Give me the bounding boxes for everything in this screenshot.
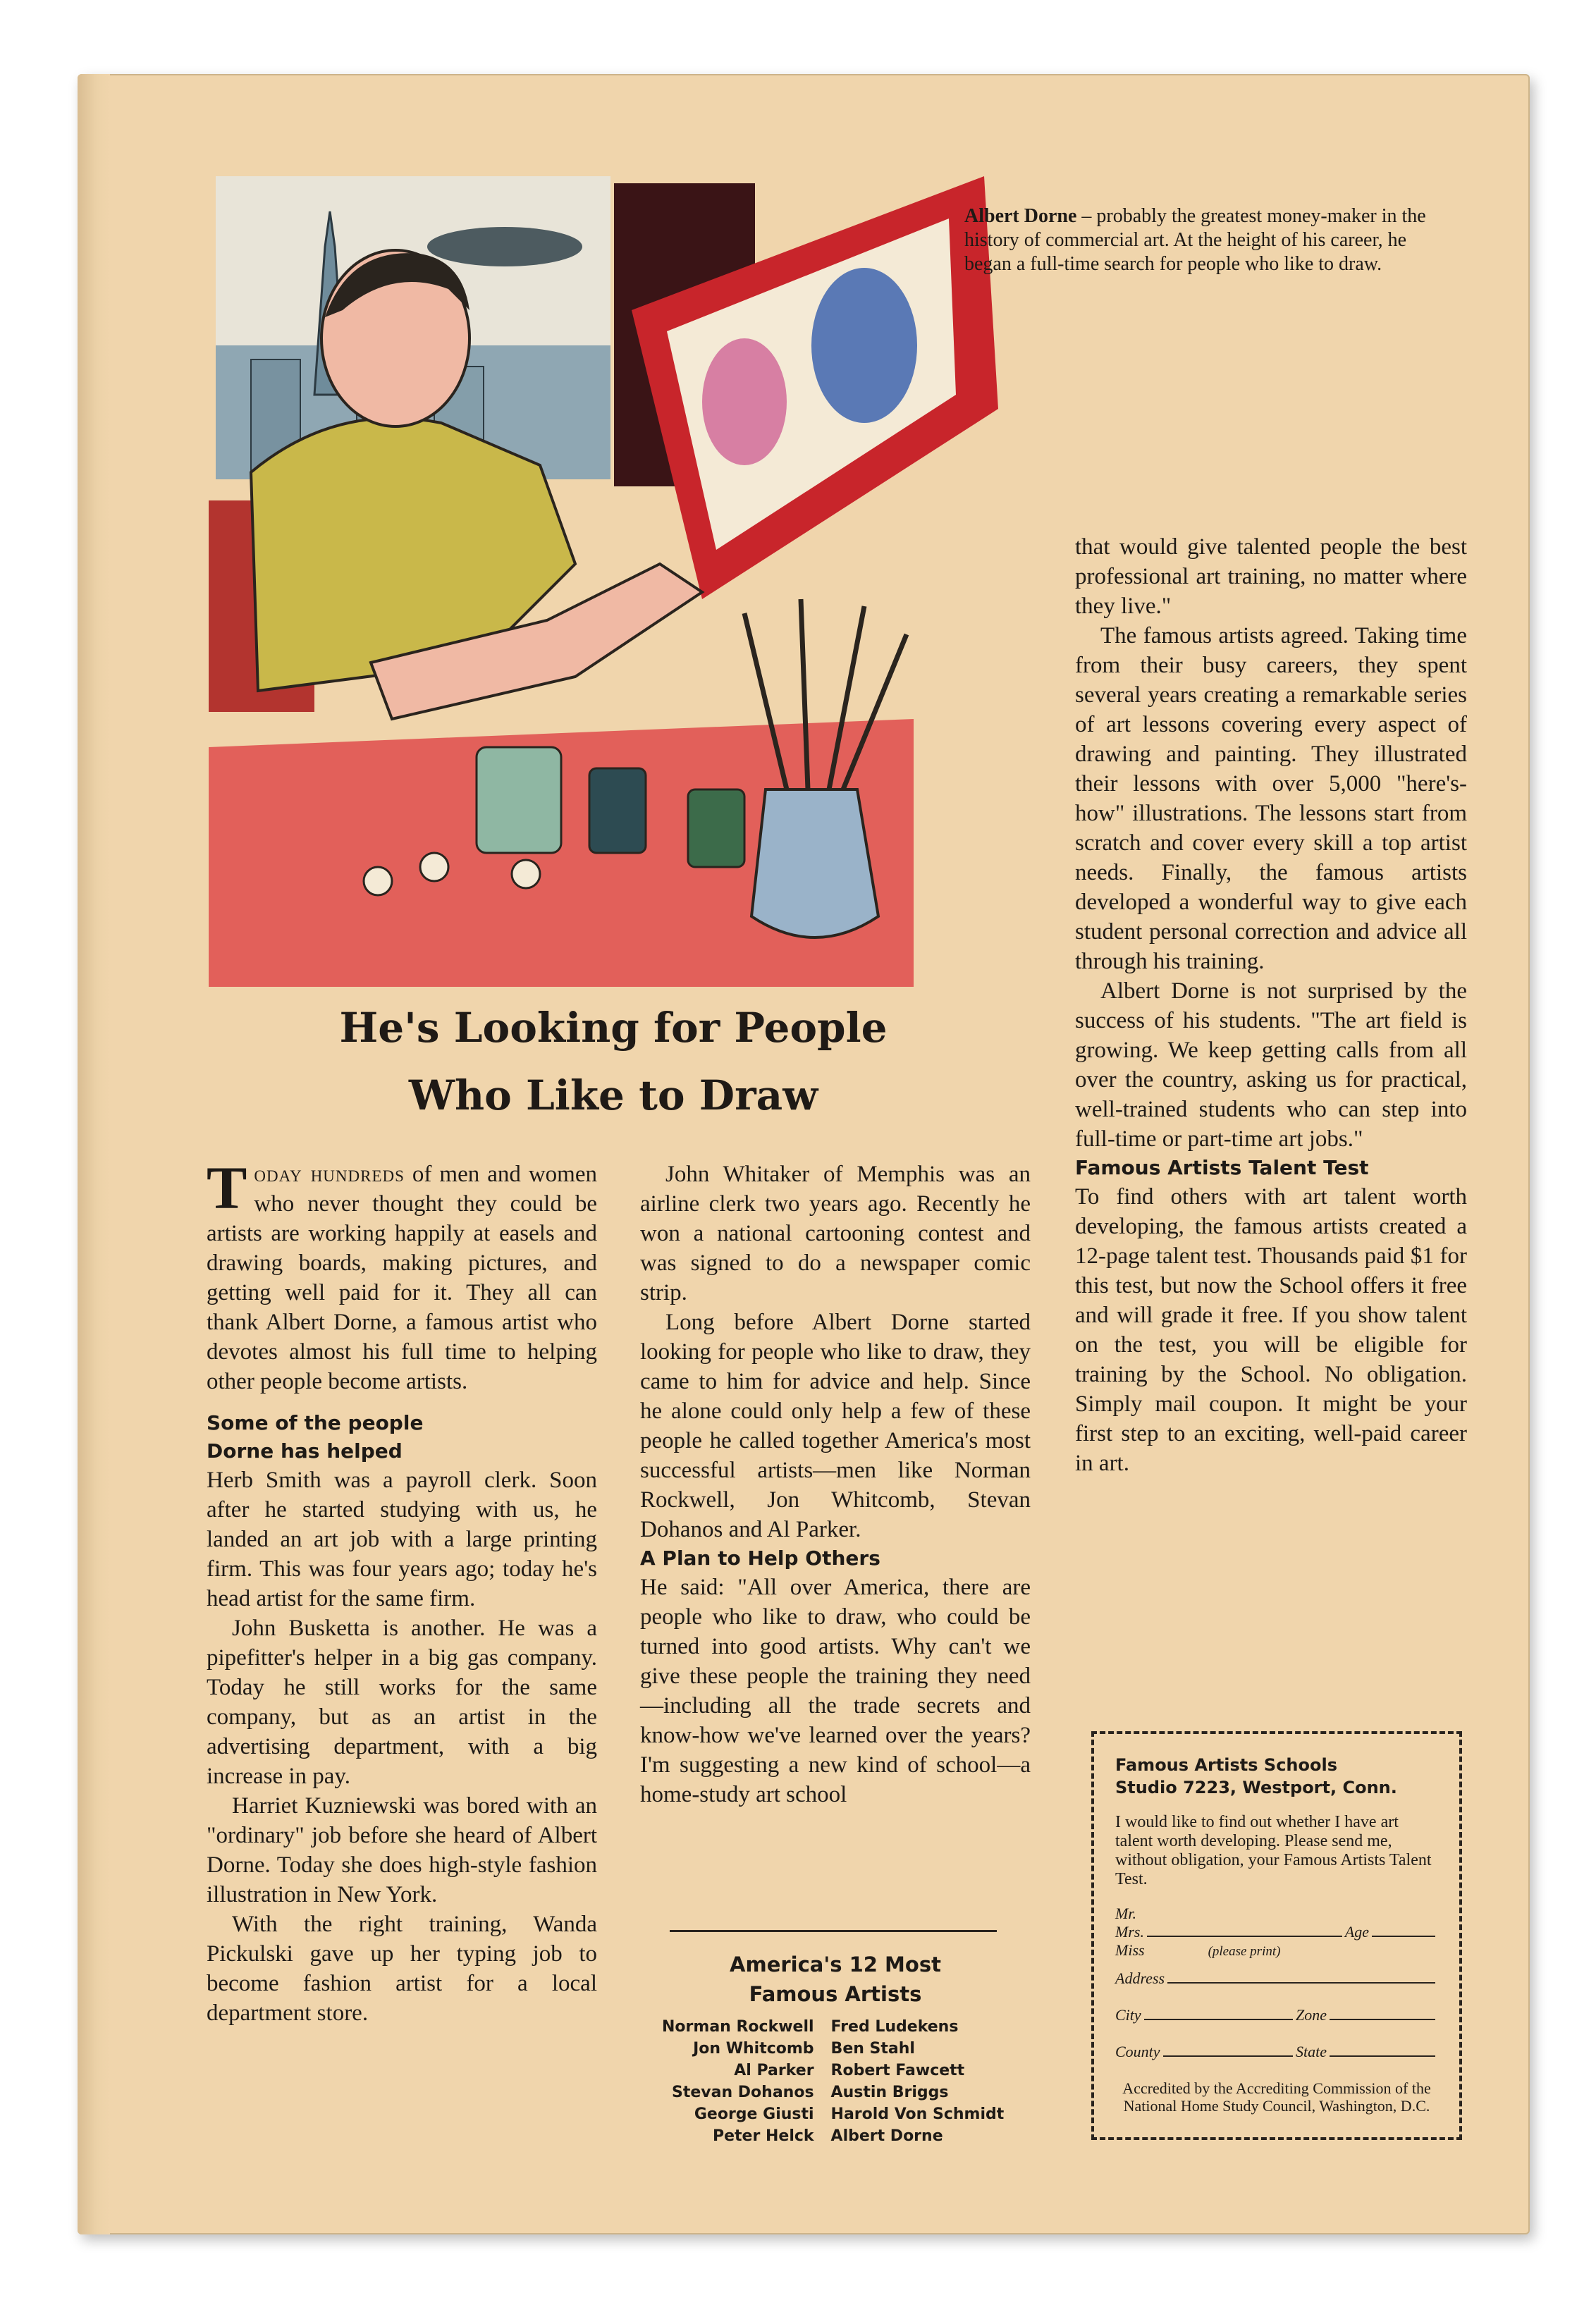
paragraph: Harriet Kuzniewski was bored with an "ordinary" job before she heard of Albert Dorne. Today she does high-style fashion illustration in New York.	[207, 1793, 597, 1907]
albert-dorne-illustration	[209, 169, 1026, 987]
ink-bottle	[688, 789, 744, 867]
address-field[interactable]	[1115, 1969, 1438, 1988]
city-zone-field[interactable]	[1115, 2006, 1438, 2024]
age-blank[interactable]	[1372, 1935, 1435, 1937]
paragraph: John Whitaker of Memphis was an airline clerk two years ago. Recently he won a national cartooning contest and was signed to do a newspaper comic strip.	[640, 1162, 1031, 1305]
famous-artists-list	[634, 2016, 1036, 2147]
paragraph: To find others with art talent worth developing, the famous artists created a 12-page talent test. Thousands paid $1 for this test, but now the School offers it free and will grade it free. If you show talent on the test, you will be eligible for training by the School. No obligation. Simply mail coupon. It might be your first step to an exciting, well-paid career in art.	[1075, 1184, 1467, 1476]
mail-coupon[interactable]	[1091, 1731, 1462, 2140]
miss-row	[1115, 1941, 1438, 1960]
print-note: (please print)	[1208, 1944, 1281, 1959]
name-field[interactable]	[1115, 1923, 1438, 1941]
miss-label: Miss	[1115, 1941, 1145, 1959]
article-column-1	[207, 1154, 597, 2028]
list-item: Al Parker Robert Fawcett	[734, 2062, 965, 2079]
list-item: George Giusti Harold Von Schmidt	[694, 2105, 1005, 2123]
paragraph: Long before Albert Dorne started looking for people who like to draw, they came to him for advice and help. Since he alone could only help a few of these people he called together America's most successful artists—men like Norman Rockwell, Jon Whitcomb, Stevan Dohanos and Al Parker.	[640, 1310, 1031, 1542]
state-blank[interactable]	[1330, 2055, 1435, 2057]
drawn-figure-woman	[702, 338, 787, 465]
drop-cap: T	[207, 1154, 247, 1222]
zone-label: Zone	[1296, 2006, 1327, 2024]
caption-name: Albert Dorne	[964, 205, 1077, 227]
address-blank[interactable]	[1167, 1981, 1435, 1984]
list-item: Jon Whitcomb Ben Stahl	[693, 2040, 915, 2058]
intro-smallcaps: oday hundreds	[254, 1162, 405, 1187]
zone-blank[interactable]	[1330, 2018, 1435, 2020]
age-label: Age	[1344, 1923, 1369, 1941]
subheading-people-helped: Some of the people Dorne has helped	[207, 1411, 424, 1463]
paint-jar	[477, 747, 561, 853]
headline-line-1: He's Looking for People	[339, 1004, 888, 1052]
paragraph: Herb Smith was a payroll clerk. Soon after he started studying with us, he landed an art job with a large printing firm. This was four years ago; today he's head artist for the same firm.	[207, 1468, 597, 1611]
coupon-studio: Studio 7223, Westport, Conn.	[1115, 1778, 1397, 1797]
paint-tube	[364, 867, 392, 895]
accreditation-note: Accredited by the Accrediting Commission of the National Home Study Council, Washington, D.C.	[1122, 2079, 1431, 2115]
county-blank[interactable]	[1163, 2055, 1293, 2057]
city-blank[interactable]	[1144, 2018, 1293, 2020]
page-spine-edge	[78, 74, 110, 2234]
paragraph: The famous artists agreed. Taking time from their busy careers, they spent several years creating a remarkable series of art lessons covering every aspect of drawing and painting. They illustrated their lessons with over 5,000 "here's-how" illustrations. The lessons start from scratch and cover every skill a top artist needs. Finally, the famous artists developed a wonderful way to give each student personal correction and advice all through his training.	[1075, 623, 1467, 974]
paragraph: Albert Dorne is not surprised by the success of his students. "The art field is growing. We keep getting calls from all over the country, asking us for practical, well-trained students who can step into full-time or part-time art jobs."	[1075, 978, 1467, 1152]
county-label: County	[1115, 2043, 1160, 2060]
paragraph: With the right training, Wanda Pickulski gave up her typing job to become fashion artist for a local department store.	[207, 1912, 597, 2026]
coupon-body: I would like to find out whether I have art talent worth developing. Please send me, without obligation, your Famous Artists Talent Test.	[1115, 1813, 1432, 1888]
caption-text: – probably the greatest money-maker in the history of commercial art. At the height of his career, he began a full-time search for people who like to draw.	[964, 205, 1426, 275]
paint-tube	[420, 853, 448, 881]
paint-tube	[512, 860, 540, 888]
headline	[204, 994, 1022, 1129]
intro-paragraph	[207, 1154, 597, 1396]
cloud	[427, 227, 582, 266]
article-column-3	[1075, 532, 1467, 1478]
paragraph: He said: "All over America, there are people who like to draw, who could be turned into good artists. Why can't we give these people the training they need—including all the trade secrets and know-how we've learned over the years? I'm suggesting a new kind of school—a home-study art school	[640, 1575, 1031, 1807]
ink-bottle	[589, 768, 646, 853]
paragraph: John Busketta is another. He was a pipefitter's helper in a big gas company. Today he still works for the same company, but as an artist in the advertising department, with a big increase in pay.	[207, 1616, 597, 1789]
subheading-talent-test: Famous Artists Talent Test	[1075, 1156, 1369, 1179]
mr-label: Mr.	[1115, 1905, 1136, 1922]
famous-artists-title: America's 12 Most Famous Artists	[730, 1953, 941, 2006]
mrs-label: Mrs.	[1115, 1923, 1144, 1941]
name-blank[interactable]	[1147, 1935, 1342, 1937]
drawn-figure-man	[811, 268, 917, 423]
name-field-row	[1115, 1905, 1438, 1923]
article-column-2	[640, 1160, 1031, 1809]
city-label: City	[1115, 2006, 1141, 2024]
divider	[670, 1930, 997, 1932]
county-state-field[interactable]	[1115, 2043, 1438, 2061]
address-label: Address	[1115, 1969, 1165, 1987]
illustration-caption	[964, 204, 1444, 276]
state-label: State	[1296, 2043, 1327, 2060]
subheading-plan: A Plan to Help Others	[640, 1547, 880, 1570]
list-item: Stevan Dohanos Austin Briggs	[672, 2084, 949, 2101]
paragraph: that would give talented people the best professional art training, no matter where they live."	[1075, 534, 1467, 619]
list-item: Norman Rockwell Fred Ludekens	[662, 2018, 959, 2036]
list-item: Peter Helck Albert Dorne	[713, 2127, 943, 2145]
headline-line-2: Who Like to Draw	[408, 1071, 818, 1119]
intro-text: of men and women who never thought they could be artists are working happily at easels and drawing boards, making pictures, and getting well paid for it. They all can thank Albert Dorne, a famous artist who devotes almost his full time to helping other people become artists.	[207, 1162, 597, 1394]
brush-vase	[751, 789, 878, 937]
coupon-school: Famous Artists Schools	[1115, 1755, 1337, 1775]
